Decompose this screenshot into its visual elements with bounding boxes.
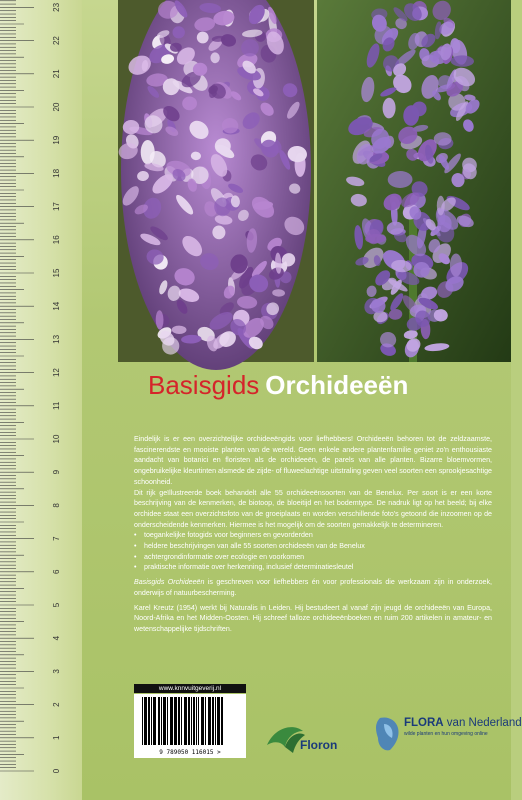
ruler-label: 9 <box>52 469 61 475</box>
barcode-bar <box>193 697 195 745</box>
ruler-label: 20 <box>52 102 61 112</box>
barcode-bar <box>142 697 143 745</box>
barcode-bar <box>170 697 173 745</box>
flora-tagline: wilde planten en hun omgeving online <box>404 731 488 737</box>
ruler-label: 2 <box>52 702 61 707</box>
feature-list <box>134 530 492 573</box>
ruler-label: 7 <box>52 536 61 541</box>
ruler-label: 8 <box>52 503 61 508</box>
ruler-label: 10 <box>52 434 61 444</box>
ruler-label: 3 <box>52 669 61 674</box>
barcode-bar <box>174 697 177 745</box>
ruler-label: 4 <box>52 635 61 641</box>
ruler-label: 15 <box>52 268 61 278</box>
orchid-photo-left <box>118 0 314 362</box>
blurb-paragraph-content: Dit rijk geïllustreerde boek behandelt alle 55 orchideeënsoorten van de Benelux. Per soort is er een korte beschrijving van de kenmerken, de biotoop, de bloeitijd en het bodemtype. De nadruk ligt op het beeld; bij elke orchidee staat een overzichtsfoto van de groeiplaats en worden verschillende foto's getoond die inzoomen op de onderscheidende kenmerken. Hiermee is het mogelijk om de soorten gemakkelijk te determineren. <box>134 488 492 529</box>
orchid-petal <box>437 196 445 216</box>
barcode-bar <box>191 697 192 745</box>
barcode-bar <box>196 697 197 745</box>
title-basisgids: Basisgids <box>148 370 260 400</box>
barcode-bar <box>217 697 220 745</box>
barcode-bar <box>167 697 168 745</box>
feature-item: • toegankelijke fotogids voor beginners en gevorderden <box>134 530 492 541</box>
blurb <box>134 434 492 635</box>
barcode-bar <box>153 697 156 745</box>
flora-logo-text <box>404 717 522 729</box>
barcode-bar <box>212 697 214 745</box>
ruler-label: 12 <box>52 368 61 378</box>
blurb-paragraph-audience <box>134 577 492 598</box>
ruler-ticks <box>0 0 82 800</box>
orchid-petal <box>450 254 462 277</box>
barcode-bar <box>151 697 152 745</box>
ruler-label: 13 <box>52 334 61 344</box>
ruler-label: 18 <box>52 168 61 178</box>
book-title-italic: Basisgids Orchideeën <box>134 578 205 587</box>
barcode-bars <box>134 694 246 748</box>
barcode-bar <box>215 697 216 745</box>
ruler-label: 16 <box>52 235 61 245</box>
ruler-label: 19 <box>52 135 61 145</box>
feature-item: • praktische informatie over herkenning, inclusief determinatiesleutel <box>134 562 492 573</box>
blurb-paragraph-intro: Eindelijk is er een overzichtelijke orchideeëngids voor liefhebbers! Orchideeën behoren tot de zeldzaamste, fascinerendste en mooiste planten van de wereld. Geen enkele andere plantenfamilie geniet zo'n enthousiaste aandacht van botanici en floristen als de orchideeën, de parels van alle planten. Bizarre bloemvormen, ongebruikelijke kleurtinten alsmede de zijde- of fluweelachtige uitstraling geven veel soorten een sprookjesachtige schoonheid. <box>134 435 492 486</box>
ruler-label: 23 <box>52 2 61 12</box>
ruler-label: 17 <box>52 202 61 212</box>
isbn-barcode <box>134 694 246 758</box>
ruler <box>0 0 82 800</box>
barcode-bar <box>144 697 147 745</box>
ruler-label: 11 <box>52 401 61 410</box>
title-orchideeen: Orchideeën <box>265 370 409 400</box>
ruler-label: 6 <box>52 569 61 575</box>
barcode-bar <box>201 697 204 745</box>
orchid-photo-right <box>317 0 511 362</box>
barcode-bar <box>161 697 162 745</box>
ruler-label: 21 <box>52 69 61 79</box>
orchid-petal <box>215 138 231 154</box>
barcode-bar <box>158 697 160 745</box>
barcode-bar <box>181 697 182 745</box>
ruler-label: 14 <box>52 301 61 311</box>
book-title <box>148 370 488 401</box>
barcode-bar <box>188 697 190 745</box>
ruler-label: 5 <box>52 602 61 608</box>
ruler-label: 1 <box>52 735 61 741</box>
feature-item: • achtergrondinformatie over ecologie en voorkomen <box>134 552 492 563</box>
barcode-bar <box>198 697 199 745</box>
flora-van-nederland: van Nederland <box>443 717 522 729</box>
ruler-label: 22 <box>52 36 61 46</box>
flora-wordmark: FLORA <box>404 717 444 729</box>
barcode-bar <box>184 697 187 745</box>
barcode-bar <box>205 697 206 745</box>
barcode-bar <box>148 697 150 745</box>
barcode-bar <box>163 697 166 745</box>
floron-logo-text: Floron <box>300 738 338 752</box>
audience-text: is geschreven voor liefhebbers én voor professionals die werkzaam zijn in onderzoek, onderwijs of natuurbescherming. <box>134 578 492 597</box>
publisher-url: www.knnvuitgeverij.nl <box>134 684 246 693</box>
feature-item: • heldere beschrijvingen van alle 55 soorten orchideeën van de Benelux <box>134 541 492 552</box>
author-bio: Karel Kreutz (1954) werkt bij Naturalis in Leiden. Hij bestudeert al vanaf zijn jeugd de orchideeën van Europa, Noord-Afrika en het Midden-Oosten. Hij schreef talloze orchideeënboeken en ruim 200 artikelen in amateur- en wetenschappelijke tijdschriften. <box>134 603 492 633</box>
isbn-number: 9 789050 116015 > <box>159 749 221 756</box>
barcode-bar <box>178 697 180 745</box>
barcode-bar <box>208 697 211 745</box>
barcode-bar <box>221 697 223 745</box>
ruler-label: 0 <box>52 768 61 774</box>
